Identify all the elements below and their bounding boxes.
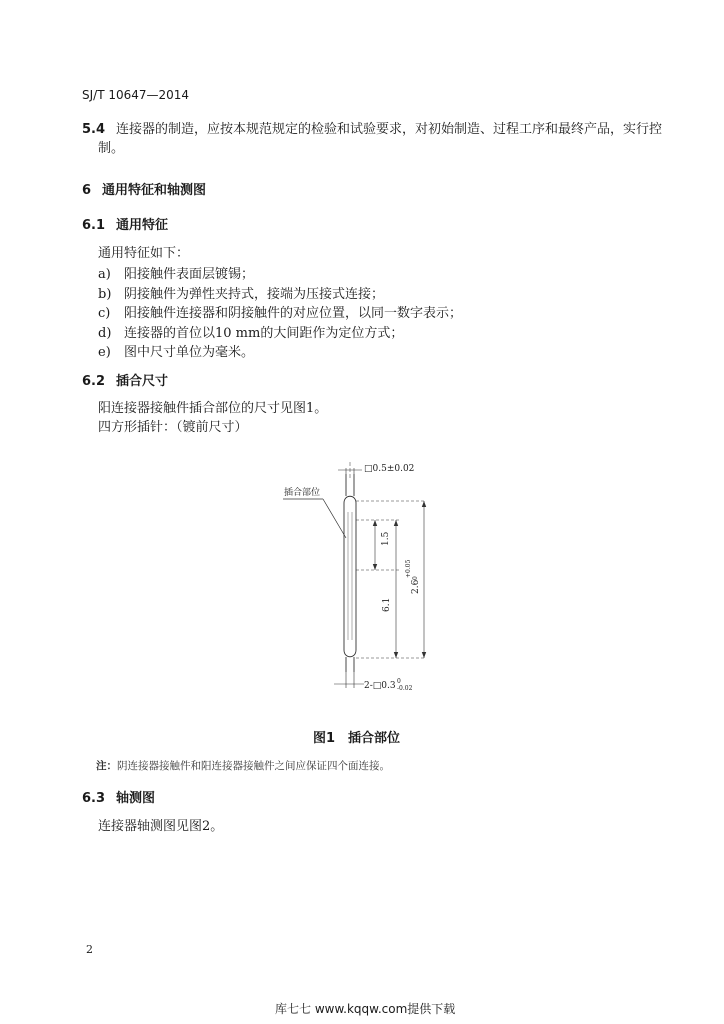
section-6-3-heading <box>82 787 155 806</box>
dim-total-tol-lower: 0 <box>412 576 419 580</box>
list-item-label: d) <box>98 326 112 341</box>
section-6-2-line1: 阳连接器接触件插合部位的尺寸见图1。 <box>98 401 328 416</box>
dim-bottom-tol-lower: -0.02 <box>397 685 413 692</box>
list-item-text: 连接器的首位以10 mm的大间距作为定位方式； <box>124 326 404 341</box>
section-number: 6.1 <box>82 218 106 233</box>
dim-1-5: 1.5 <box>381 531 391 546</box>
dim-6-1: 6.1 <box>382 597 392 612</box>
list-item-text: 图中尺寸单位为毫米。 <box>124 345 255 360</box>
section-number: 6 <box>82 183 92 198</box>
list-item-label: b) <box>98 287 112 302</box>
section-number: 6.2 <box>82 374 106 389</box>
dim-total-length: 2.6 <box>411 579 421 594</box>
list-item-text: 阴接触件为弹性夹持式，接端为压接式连接； <box>124 287 385 302</box>
callout-label: 插合部位 <box>284 488 321 498</box>
section-number: 6.3 <box>82 791 106 806</box>
clause-number: 5.4 <box>82 122 106 137</box>
section-6-2-line2: 四方形插针：（镀前尺寸） <box>98 420 248 435</box>
clause-5-4-line2: 制。 <box>98 141 125 156</box>
section-title: 通用特征和轴测图 <box>102 183 207 198</box>
dim-total-tol-upper: +0.05 <box>405 559 412 578</box>
clause-text: 连接器的制造，应按本规范规定的检验和试验要求，对初始制造、过程工序和最终产品，实行控 <box>116 122 663 137</box>
pin-outline <box>344 496 356 657</box>
dim-bottom-width: 2-□0.3 <box>364 681 396 691</box>
features-intro: 通用特征如下： <box>98 246 190 261</box>
figure-note <box>96 758 390 773</box>
section-title: 插合尺寸 <box>116 374 169 389</box>
dim-bottom-tol-upper: 0 <box>397 678 401 685</box>
note-label: 注： <box>96 760 117 772</box>
section-title: 轴测图 <box>116 791 156 806</box>
standard-code-header: SJ/T 10647—2014 <box>82 88 190 102</box>
note-text: 阴连接器接触件和阳连接器接触件之间应保证四个面连接。 <box>117 760 390 772</box>
section-6-3-line1: 连接器轴测图见图2。 <box>98 819 224 834</box>
list-item-label: a) <box>98 267 111 282</box>
figure-1-caption: 图1 插合部位 <box>313 731 401 746</box>
download-footer: 库七七 www.kqqw.com提供下载 <box>275 1002 456 1016</box>
dim-top-width: □0.5±0.02 <box>364 464 415 474</box>
list-item-label: c) <box>98 306 111 321</box>
list-item-text: 阳接触件连接器和阴接触件的对应位置，以同一数字表示； <box>124 306 463 321</box>
list-item-label: e) <box>98 345 111 360</box>
section-title: 通用特征 <box>116 218 169 233</box>
page-number: 2 <box>86 943 93 956</box>
list-item-text: 阳接触件表面层镀锡； <box>124 267 255 282</box>
